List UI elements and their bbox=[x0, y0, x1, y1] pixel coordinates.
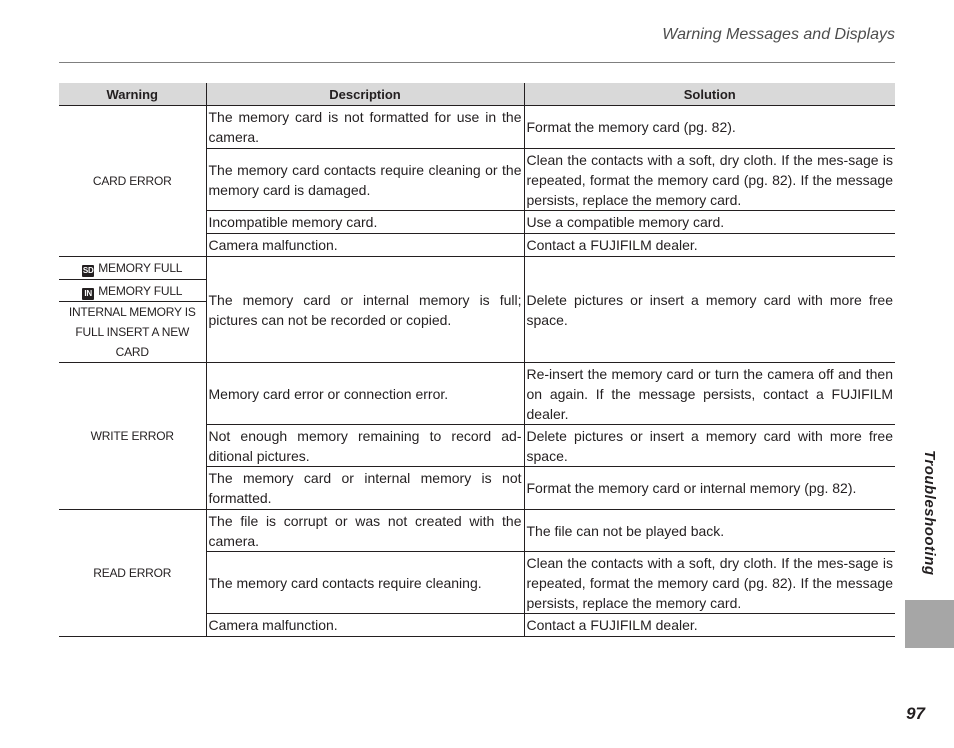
warning-internal-memory-full-insert-card: INTERNAL MEMORY IS FULL INSERT A NEW CARD bbox=[59, 302, 206, 363]
solution-cell: Re-insert the memory card or turn the camera off and then on again. If the message persists, contact a FUJIFILM dealer. bbox=[524, 363, 895, 425]
warning-read-error: READ ERROR bbox=[59, 510, 206, 637]
warning-sd-memory-full bbox=[59, 257, 206, 280]
table-row bbox=[59, 106, 895, 149]
solution-cell: Contact a FUJIFILM dealer. bbox=[524, 234, 895, 257]
description-cell: Camera malfunction. bbox=[206, 234, 524, 257]
header-divider bbox=[59, 62, 895, 63]
solution-cell: Use a compatible memory card. bbox=[524, 211, 895, 234]
section-thumb-tab bbox=[905, 600, 954, 648]
description-cell: The memory card or internal memory is full; pictures can not be recorded or copied. bbox=[206, 257, 524, 363]
solution-cell: Format the memory card or internal memory (pg. 82). bbox=[524, 467, 895, 510]
description-cell: Camera malfunction. bbox=[206, 614, 524, 637]
description-cell: Not enough memory remaining to record ad-ditional pictures. bbox=[206, 425, 524, 467]
solution-cell: Format the memory card (pg. 82). bbox=[524, 106, 895, 149]
solution-cell: Delete pictures or insert a memory card with more free space. bbox=[524, 425, 895, 467]
warning-card-error: CARD ERROR bbox=[59, 106, 206, 257]
solution-cell: Contact a FUJIFILM dealer. bbox=[524, 614, 895, 637]
solution-cell: Clean the contacts with a soft, dry cloth. If the mes-sage is repeated, format the memory card (pg. 82). If the message persists, replace the memory card. bbox=[524, 149, 895, 211]
description-cell: The file is corrupt or was not created with the camera. bbox=[206, 510, 524, 552]
description-cell: The memory card or internal memory is not formatted. bbox=[206, 467, 524, 510]
description-cell: Memory card error or connection error. bbox=[206, 363, 524, 425]
solution-cell: Delete pictures or insert a memory card with more free space. bbox=[524, 257, 895, 363]
warning-label: MEMORY FULL bbox=[98, 261, 183, 275]
warning-write-error: WRITE ERROR bbox=[59, 363, 206, 510]
internal-memory-icon: IN bbox=[82, 288, 94, 300]
description-cell: The memory card is not formatted for use in the camera. bbox=[206, 106, 524, 149]
column-header-description: Description bbox=[206, 83, 524, 106]
description-cell: The memory card contacts require cleaning. bbox=[206, 552, 524, 614]
table-row bbox=[59, 257, 895, 280]
description-cell: The memory card contacts require cleaning or the memory card is damaged. bbox=[206, 149, 524, 211]
page-number: 97 bbox=[906, 704, 925, 723]
warning-label: MEMORY FULL bbox=[98, 283, 183, 298]
column-header-solution: Solution bbox=[524, 83, 895, 106]
warning-internal-memory-full bbox=[59, 280, 206, 302]
solution-cell: The file can not be played back. bbox=[524, 510, 895, 552]
section-side-label: Troubleshooting bbox=[921, 450, 938, 576]
description-cell: Incompatible memory card. bbox=[206, 211, 524, 234]
solution-cell: Clean the contacts with a soft, dry cloth. If the mes-sage is repeated, format the memory card (pg. 82). If the message persists, replace the memory card. bbox=[524, 552, 895, 614]
table-header-row bbox=[59, 83, 895, 106]
table-row bbox=[59, 510, 895, 552]
column-header-warning: Warning bbox=[59, 83, 206, 106]
warning-messages-table bbox=[59, 83, 895, 637]
table-row bbox=[59, 363, 895, 425]
page-header-title: Warning Messages and Displays bbox=[662, 26, 895, 43]
sd-card-icon: SD bbox=[82, 266, 94, 275]
